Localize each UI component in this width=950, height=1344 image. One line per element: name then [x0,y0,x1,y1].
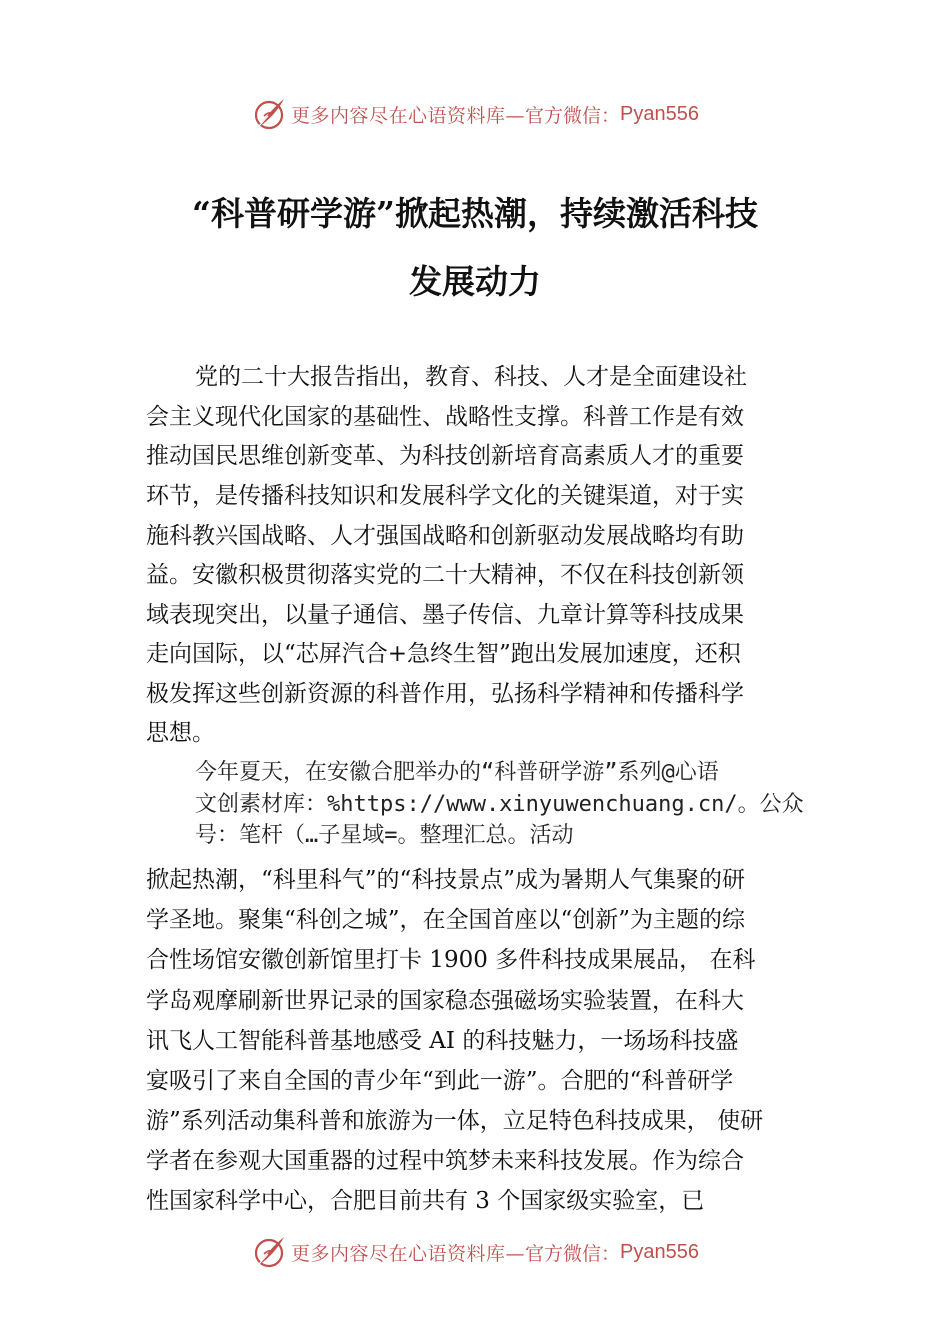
banner-promo-text: 更多内容尽在心语资料库— [291,1242,526,1265]
paragraph-2-line: 合性场馆安徽创新馆里打卡 1900 多件科技成果展品， 在科 [146,947,756,973]
quill-pen-logo-icon [251,96,287,132]
banner-wechat-handle: Pyan556 [620,1240,699,1263]
article-title-line-1: “科普研学游”掀起热潮，持续激活科技 [192,194,758,233]
paragraph-2-line: 学者在参观大国重器的过程中筑梦未来科技发展。作为综合 [146,1148,744,1174]
paragraph-1-line: 党的二十大报告指出，教育、科技、人才是全面建设社 [195,364,747,390]
watermark-line: 今年夏天，在安徽合肥举办的“科普研学游”系列@心语 [195,760,719,785]
article-title-line-2: 发展动力 [409,262,541,301]
banner-wechat-label: 官方微信： [525,1242,621,1265]
paragraph-2-line: 宴吸引了来自全国的青少年“到此一游”。合肥的“科普研学 [146,1068,734,1094]
footer-banner [0,1232,950,1272]
watermark-line: 号：笔杆（…子星域=。整理汇总。活动 [195,823,574,848]
paragraph-2-line: 掀起热潮，“科里科气”的“科技景点”成为暑期人气集聚的研 [146,867,746,893]
paragraph-1-line: 极发挥这些创新资源的科普作用，弘扬科学精神和传播科学 [146,681,744,707]
paragraph-2-line: 学岛观摩刷新世界记录的国家稳态强磁场实验装置，在科大 [146,988,744,1014]
banner-wechat-label: 官方微信： [525,104,621,127]
paragraph-1-line: 施科教兴国战略、人才强国战略和创新驱动发展战略均有助 [146,523,744,549]
paragraph-1-line: 会主义现代化国家的基础性、战略性支撑。科普工作是有效 [146,404,744,430]
quill-pen-logo-icon [251,1234,287,1270]
banner-promo-text: 更多内容尽在心语资料库— [291,104,526,127]
paragraph-1-line: 益。安徽积极贯彻落实党的二十大精神，不仅在科技创新领 [146,562,744,588]
paragraph-1-line: 域表现突出，以量子通信、墨子传信、九章计算等科技成果 [146,602,744,628]
banner-wechat-handle: Pyan556 [620,102,699,125]
paragraph-1-line: 推动国民思维创新变革、为科技创新培育高素质人才的重要 [146,443,744,469]
paragraph-2-line: 游”系列活动集科普和旅游为一体，立足特色科技成果， 使研 [146,1108,764,1134]
paragraph-1-line: 环节，是传播科技知识和发展科学文化的关键渠道，对于实 [146,483,744,509]
paragraph-2-line: 讯飞人工智能科普基地感受 AI 的科技魅力，一场场科技盛 [146,1028,739,1054]
paragraph-1-line: 走向国际，以“芯屏汽合+急终生智”跑出发展加速度，还积 [146,641,741,667]
header-banner [0,94,950,134]
paragraph-2-line: 性国家科学中心，合肥目前共有 3 个国家级实验室，已 [146,1188,705,1214]
paragraph-1-line: 思想。 [146,720,215,746]
watermark-line: 文创素材库：%https://www.xinyuwenchuang.cn/。公众 [195,792,804,817]
paragraph-2-line: 学圣地。聚集“科创之城”，在全国首座以“创新”为主题的综 [146,907,746,933]
